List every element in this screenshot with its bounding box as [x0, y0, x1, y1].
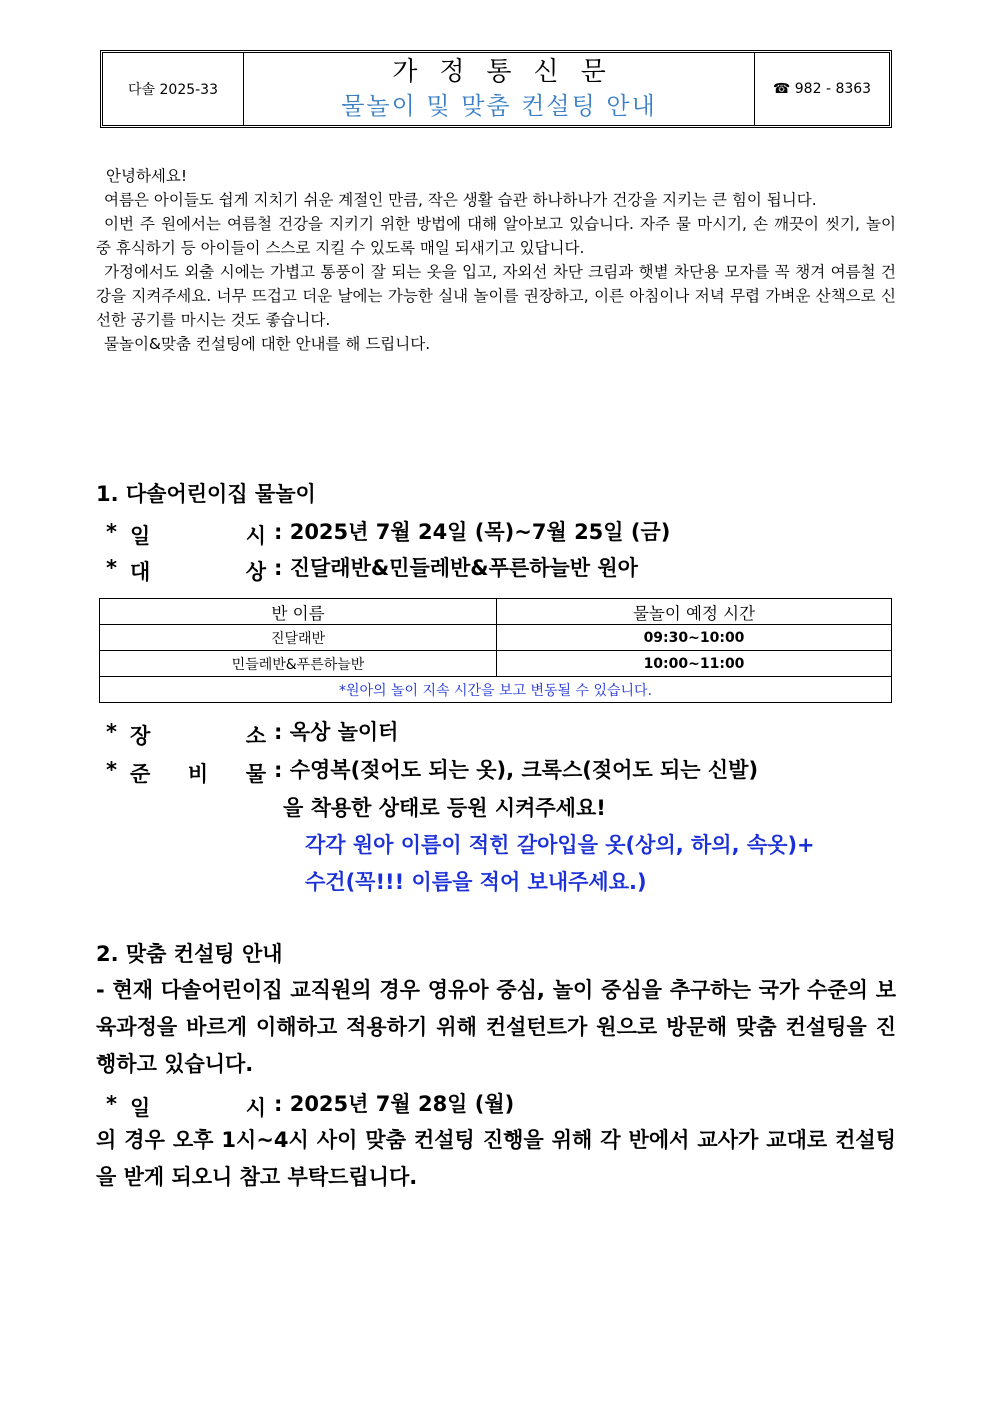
section1-title: 1. 다솔어린이집 물놀이: [96, 482, 316, 506]
intro-paragraph: 이번 주 원에서는 여름철 건강을 지키기 위한 방법에 대해 알아보고 있습니다. 자주 물 마시기, 손 깨끗이 씻기, 놀이 중 휴식하기 등 아이들이 스스로 지킬 수 있도록 매일 되새기고 있답니다.: [96, 215, 896, 257]
table-row: [100, 625, 892, 651]
table-row: [100, 651, 892, 677]
place-label: 장 소: [130, 724, 266, 748]
header-title-block: [244, 53, 755, 125]
play-time: 10:00~11:00: [497, 651, 892, 677]
greeting: 안녕하세요!: [106, 167, 188, 185]
prep-value: : 수영복(젖어도 되는 옷), 크록스(젖어도 되는 신발): [274, 758, 759, 782]
prep-label: 준 비 물: [130, 762, 266, 786]
table-header-row: [100, 599, 892, 625]
date-label: 일 시: [130, 1096, 266, 1120]
prep-line3: 각각 원아 이름이 적힌 갈아입을 옷(상의, 하의, 속옷)+: [305, 833, 815, 857]
page-subtitle: 물놀이 및 맞춤 컨설팅 안내: [341, 92, 657, 120]
date-value: : 2025년 7월 24일 (목)~7월 25일 (금): [274, 520, 671, 544]
section1-target: * 대 상 : 진달래반&민들레반&푸른하늘반 원아: [106, 556, 638, 584]
class-name: 민들레반&푸른하늘반: [100, 651, 497, 677]
consulting-closing: 의 경우 오후 1시~4시 사이 맞춤 컨설팅 진행을 위해 각 반에서 교사가 교대로 컨설팅을 받게 되오니 참고 부탁드립니다.: [96, 1128, 896, 1189]
table-note-row: [100, 677, 892, 703]
date-label: 일 시: [130, 524, 266, 548]
column-header: 반 이름: [100, 599, 497, 625]
section2-description: [96, 972, 896, 1083]
table-note: *원아의 놀이 지속 시간을 보고 변동될 수 있습니다.: [100, 677, 892, 703]
intro-text: [96, 164, 896, 356]
consulting-desc: - 현재 다솔어린이집 교직원의 경우 영유아 중심, 놀이 중심을 추구하는 국가 수준의 보육과정을 바르게 이해하고 적용하기 위해 컨설턴트가 원으로 방문해 맞춤 컨설팅을 진행하고 있습니다.: [96, 978, 896, 1076]
prep-line4: 수건(꼭!!! 이름을 적어 보내주세요.): [305, 870, 647, 894]
place-value: : 옥상 놀이터: [274, 720, 399, 744]
section2-closing: [96, 1122, 896, 1196]
date-value: : 2025년 7월 28일 (월): [274, 1092, 515, 1116]
play-time: 09:30~10:00: [497, 625, 892, 651]
schedule-table: [99, 598, 892, 703]
prep-line2: 을 착용한 상태로 등원 시켜주세요!: [283, 796, 606, 820]
section1-date: * 일 시 : 2025년 7월 24일 (목)~7월 25일 (금): [106, 520, 671, 548]
class-name: 진달래반: [100, 625, 497, 651]
issue-number: 다솔 2025-33: [103, 53, 244, 125]
column-header: 물놀이 예정 시간: [497, 599, 892, 625]
newsletter-header: [100, 50, 892, 128]
target-value: : 진달래반&민들레반&푸른하늘반 원아: [274, 556, 638, 580]
section2-date: * 일 시 : 2025년 7월 28일 (월): [106, 1092, 515, 1120]
intro-paragraph: 여름은 아이들도 쉽게 지치기 쉬운 계절인 만큼, 작은 생활 습관 하나하나가 건강을 지키는 큰 힘이 됩니다.: [104, 191, 817, 209]
intro-paragraph: 물놀이&맞춤 컨설팅에 대한 안내를 해 드립니다.: [104, 335, 431, 353]
phone-number: ☎ 982 - 8363: [772, 81, 872, 97]
section1-place: * 장 소 : 옥상 놀이터: [106, 720, 399, 748]
intro-paragraph: 가정에서도 외출 시에는 가볍고 통풍이 잘 되는 옷을 입고, 자외선 차단 크림과 햇볕 차단용 모자를 꼭 챙겨 여름철 건강을 지켜주세요. 너무 뜨겁고 더운 날에는 가능한 실내 놀이를 권장하고, 이른 아침이나 저녁 무렵 가벼운 산책으로 신선한 공기를 마시는 것도 좋습니다.: [96, 263, 896, 329]
section2-title: 2. 맞춤 컨설팅 안내: [96, 942, 283, 966]
page-title: 가정통신문: [392, 57, 628, 87]
target-label: 대 상: [130, 560, 266, 584]
section1-prep: * 준 비 물 : 수영복(젖어도 되는 옷), 크록스(젖어도 되는 신발): [106, 758, 759, 786]
